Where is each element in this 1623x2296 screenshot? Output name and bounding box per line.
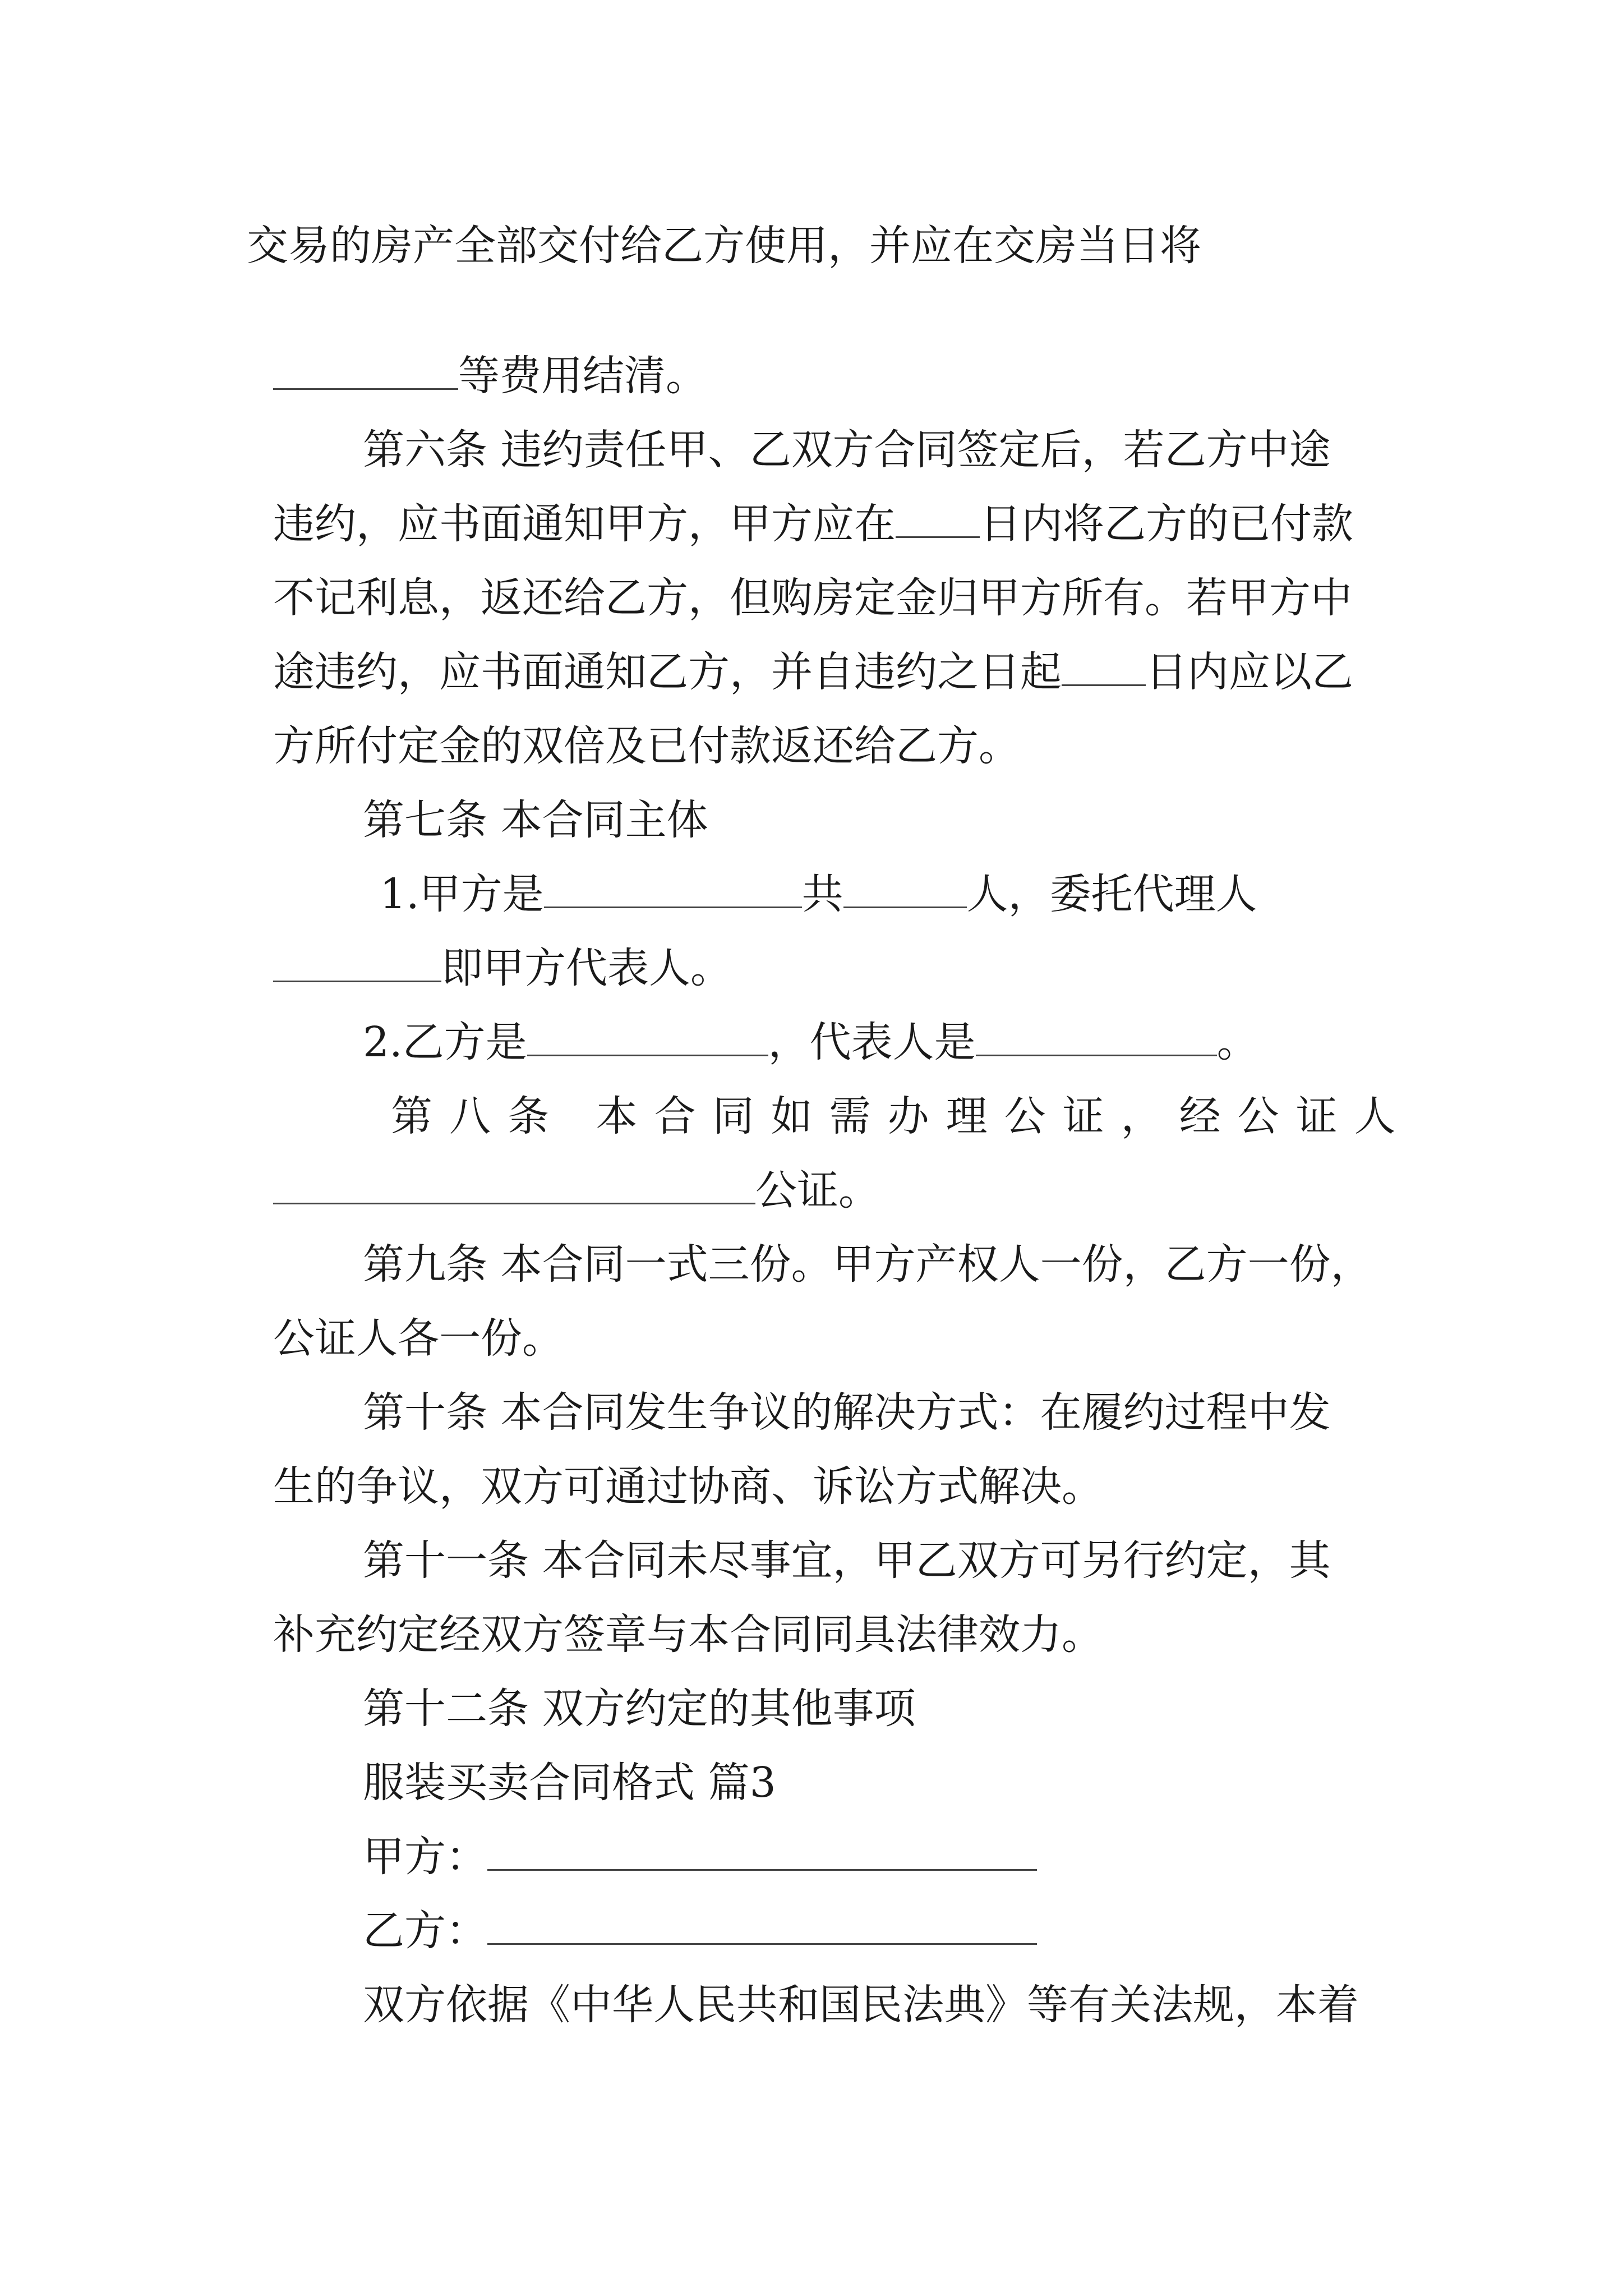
article-heading-6 xyxy=(336,366,1331,474)
paragraph-line xyxy=(247,1550,1104,1659)
line-text: 生的争议，双方可通过协商、诉讼方式解决。 xyxy=(273,1462,1104,1511)
paragraph-line xyxy=(336,1921,1359,2029)
paragraph-line xyxy=(247,884,732,992)
article-heading-12 xyxy=(336,1625,916,1733)
paragraph-line xyxy=(247,514,1353,622)
line-text: 双方依据《中华人民共和国民法典》等有关法规，本着 xyxy=(363,1981,1359,2029)
line-text: 1.甲方是 xyxy=(380,870,544,918)
line-text: 2.乙方是 xyxy=(363,1018,527,1066)
paragraph-line xyxy=(247,662,1021,770)
line-text: 第七条 本合同主体 xyxy=(363,796,708,844)
paragraph-line xyxy=(247,588,1354,696)
line-text: 第十条 本合同发生争议的解决方式：在履约过程中发 xyxy=(363,1388,1331,1437)
article-heading-10 xyxy=(336,1328,1331,1437)
line-text: 不记利息，返还给乙方，但购房定金归甲方所有。若甲方中 xyxy=(273,574,1353,622)
article-heading-8 xyxy=(365,1032,1413,1140)
paragraph-line xyxy=(247,218,1389,274)
line-text: 第十二条 双方约定的其他事项 xyxy=(363,1685,916,1733)
line-text: 服装买卖合同格式 篇3 xyxy=(363,1759,776,1807)
paragraph-line xyxy=(247,292,708,400)
line-text: 日内应以乙 xyxy=(1146,648,1354,696)
fill-in-blank xyxy=(843,867,967,908)
section-title xyxy=(336,1699,776,1807)
article-heading-7 xyxy=(336,736,708,844)
line-text: 途违约，应书面通知乙方，并自违约之日起 xyxy=(273,648,1062,696)
line-text: 乙方： xyxy=(363,1907,488,1955)
party-a-line xyxy=(336,1773,1037,1881)
line-text: 。 xyxy=(1216,1018,1258,1066)
paragraph-line xyxy=(247,1106,880,1214)
paragraph-line xyxy=(353,810,1257,918)
line-text: 人，委托代理人 xyxy=(966,870,1257,918)
line-text: 共 xyxy=(801,870,843,918)
fill-in-blank xyxy=(1062,645,1146,686)
line-text: 第六条 违约责任甲、乙双方合同签定后，若乙方中途 xyxy=(363,426,1331,474)
paragraph-line xyxy=(247,1402,1104,1511)
paragraph-line xyxy=(247,440,1354,548)
party-b-line xyxy=(336,1847,1037,1955)
article-heading-11 xyxy=(336,1476,1331,1585)
line-text: 第十一条 本合同未尽事宜，甲乙双方可另行约定，其 xyxy=(363,1536,1331,1585)
line-text: 第八条 本合同如需办理公证，经公证人 xyxy=(391,1092,1413,1140)
line-text: 补充约定经双方签章与本合同同具法律效力。 xyxy=(273,1611,1104,1659)
line-text: 日内将乙方的已付款 xyxy=(980,500,1354,548)
line-text: ，代表人是 xyxy=(768,1018,976,1066)
line-text: 方所付定金的双倍及已付款返还给乙方。 xyxy=(273,722,1021,770)
article-heading-9 xyxy=(336,1180,1372,1289)
line-text: 等费用结清。 xyxy=(458,352,708,400)
paragraph-line xyxy=(336,958,1258,1066)
line-text: 违约，应书面通知甲方，甲方应在 xyxy=(273,500,896,548)
line-text: 公证。 xyxy=(755,1166,880,1214)
line-text: 交易的房产全部交付给乙方使用，并应在交房当日将 xyxy=(247,222,1201,270)
line-text: 即甲方代表人。 xyxy=(441,944,732,992)
line-text: 公证人各一份。 xyxy=(273,1314,564,1363)
line-text: 甲方： xyxy=(363,1833,488,1881)
line-text: 第九条 本合同一式三份。甲方产权人一份，乙方一份， xyxy=(363,1240,1372,1289)
paragraph-line xyxy=(247,1254,564,1363)
